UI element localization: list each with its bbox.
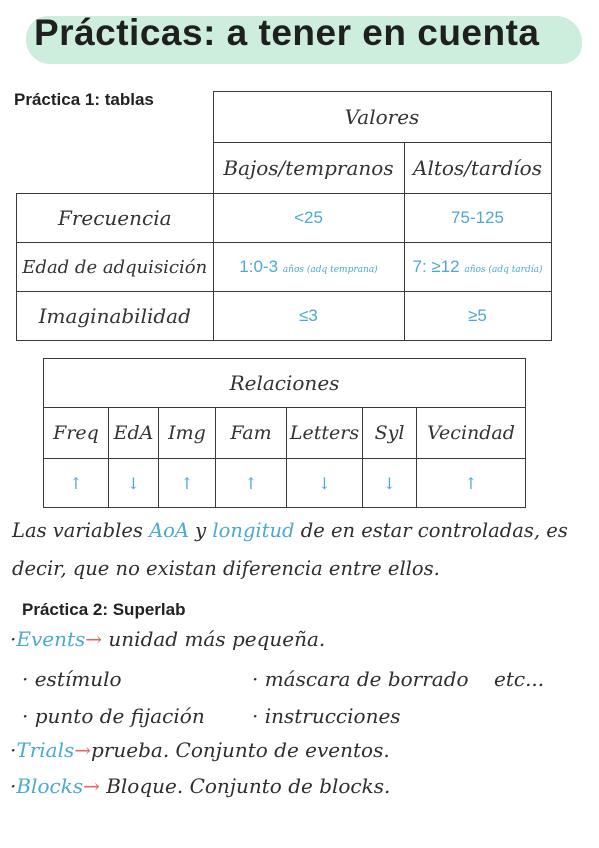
low-value [213,194,404,243]
column-header: Img [159,408,216,459]
arrow-down-icon: ↓ [363,459,417,508]
practica1-heading: Práctica 1: tablas [14,90,154,109]
table-row [17,292,552,341]
events-line [10,627,325,651]
high-value [404,292,551,341]
high-value [404,194,551,243]
note-post: de en estar controladas, es decir, que no existan diferencia entre ellos. [12,519,568,580]
arrow-right-icon: → [85,627,103,651]
table-row [17,194,552,243]
arrow-right-icon: → [74,738,92,762]
column-header: Letters [287,408,363,459]
low-value [213,292,404,341]
bullet: · [10,627,17,651]
high-value [404,243,551,292]
values-header: Valores [213,92,551,143]
table-row [17,243,552,292]
blocks-line [10,774,390,798]
column-header: EdA [109,408,159,459]
relaciones-header: Relaciones [44,359,526,408]
note-mid: y [188,519,213,542]
practica2-heading: Práctica 2: Superlab [22,600,186,619]
row-label: Edad de adquisición [17,243,214,292]
example-item: · punto de fijación [22,704,205,728]
values-table [16,91,552,341]
relaciones-table [43,358,526,508]
table-corner-2 [17,143,214,194]
low-value-note: años (adq temprana) [282,265,378,275]
example-item: · máscara de borrado [252,667,469,691]
events-term: Events [16,627,86,651]
bullet: · [10,738,17,762]
blocks-term: Blocks [16,774,84,798]
table-corner [17,92,214,143]
table-row [44,408,526,459]
example-item: etc... [494,667,545,691]
control-note [12,512,597,588]
note-var-longitud: longitud [212,519,295,542]
high-value-main: 7: ≥12 [412,257,460,276]
column-header: Syl [363,408,417,459]
bullet: · [10,774,17,798]
arrow-right-icon: → [83,774,100,798]
trials-term: Trials [16,738,75,762]
high-value-note: años (adq tardía) [464,265,543,275]
row-label: Imaginabilidad [17,292,214,341]
low-value [213,243,404,292]
arrow-up-icon: ↑ [44,459,109,508]
example-item: · instrucciones [252,704,401,728]
arrow-up-icon: ↑ [159,459,216,508]
low-value-main: ≤3 [299,306,318,325]
row-label: Frecuencia [17,194,214,243]
table-row [44,459,526,508]
column-header: Freq [44,408,109,459]
column-header: Fam [216,408,287,459]
arrow-up-icon: ↑ [417,459,526,508]
note-pre: Las variables [12,519,150,542]
high-value-main: 75-125 [451,208,504,227]
trials-line [10,738,390,762]
arrow-up-icon: ↑ [216,459,287,508]
title-banner [12,4,582,70]
note-var-aoa: AoA [149,519,189,542]
high-header: Altos/tardíos [404,143,551,194]
page-title: Prácticas: a tener en cuenta [34,12,540,53]
low-value-main: 1:0-3 [239,257,279,276]
low-value-main: <25 [294,208,323,227]
trials-text: prueba. Conjunto de eventos. [91,738,390,762]
example-item: · estímulo [22,667,122,691]
high-value-main: ≥5 [468,306,487,325]
arrow-down-icon: ↓ [109,459,159,508]
column-header: Vecindad [417,408,526,459]
arrow-down-icon: ↓ [287,459,363,508]
blocks-text: Bloque. Conjunto de blocks. [106,774,391,798]
events-text: unidad más pequeña. [108,627,326,651]
low-header: Bajos/tempranos [213,143,404,194]
